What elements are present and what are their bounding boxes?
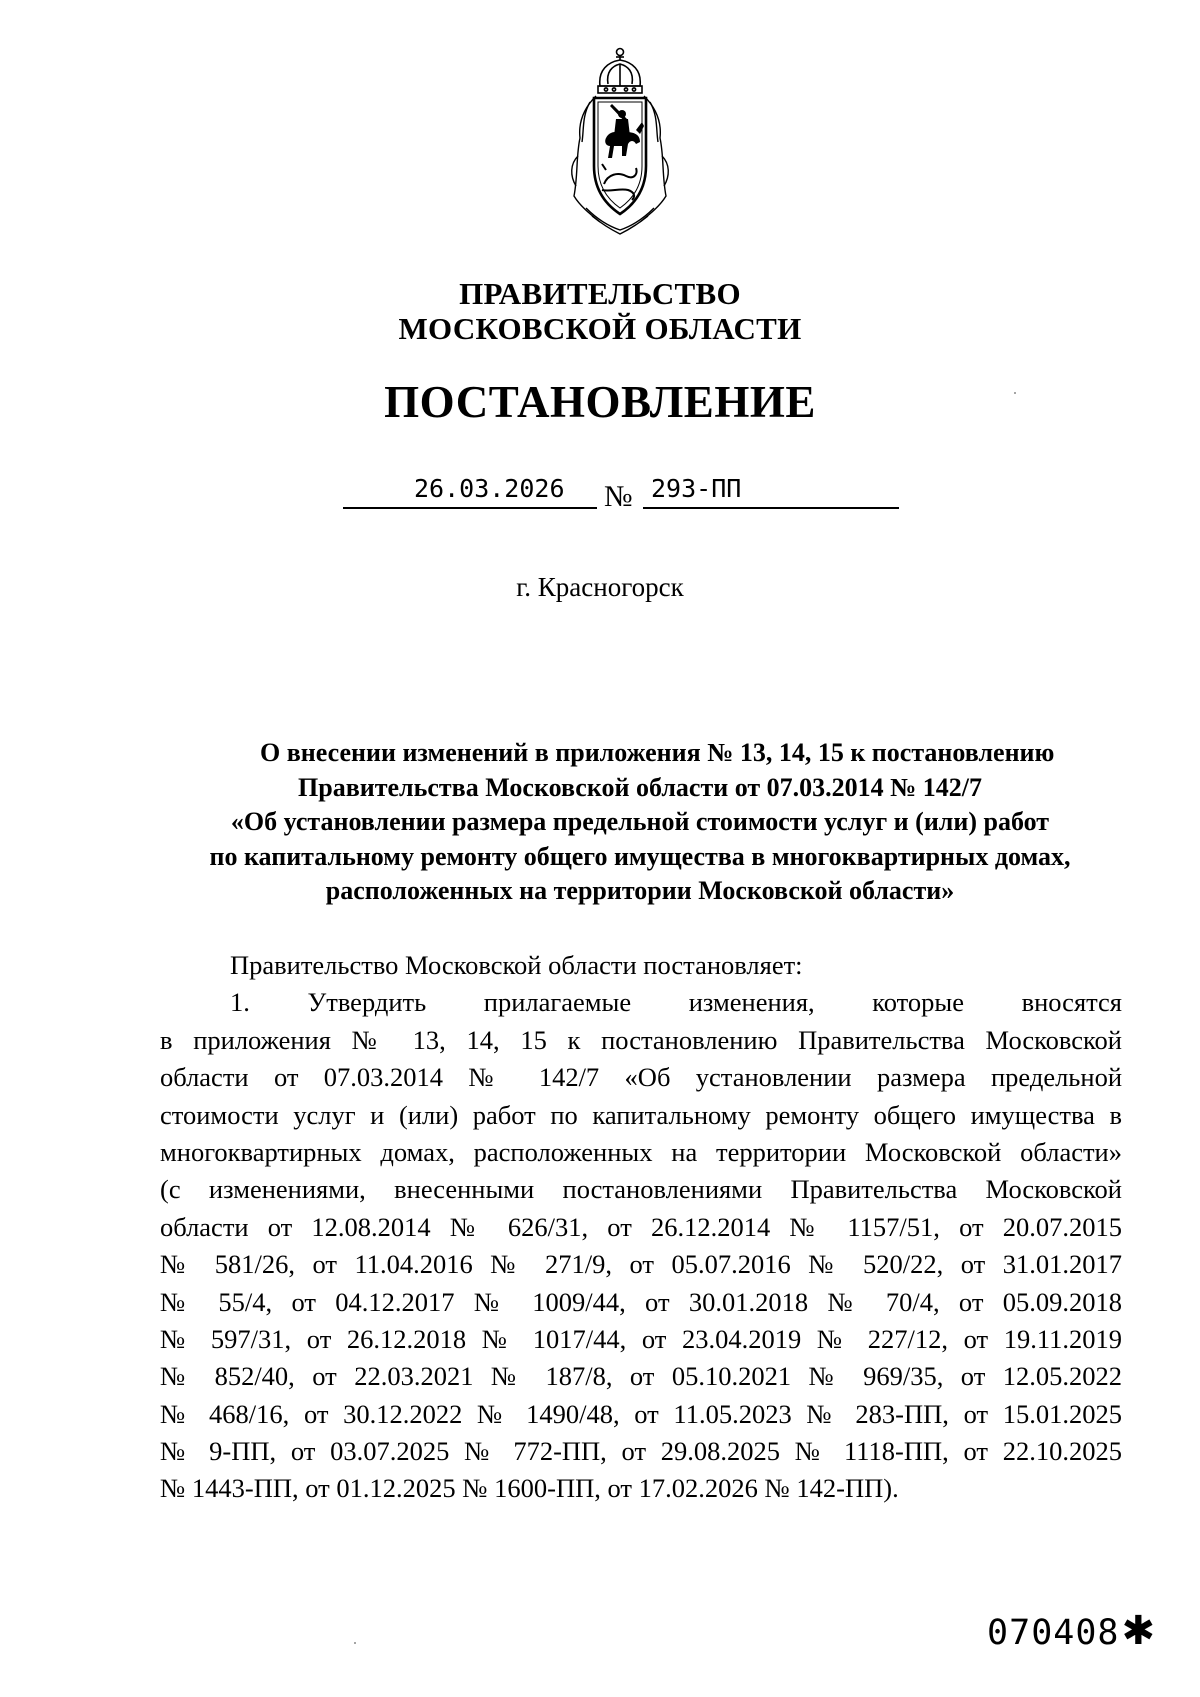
body-line: многоквартирных домах, расположенных на территории Московской области» [160, 1136, 1122, 1167]
body-line: 1. Утвердить прилагаемые изменения, которые вносятся [230, 987, 1122, 1018]
document-serial-number [987, 1608, 1156, 1654]
subject-line: по капитальному ремонту общего имущества в многоквартирных домах, [209, 841, 1071, 871]
body-line: в приложения № 13, 14, 15 к постановлению Правительства Московской [160, 1024, 1122, 1055]
government-name-line-2: МОСКОВСКОЙ ОБЛАСТИ [398, 311, 802, 346]
subject-line: расположенных на территории Московской области» [325, 876, 955, 906]
body-line: области от 07.03.2014 № 142/7 «Об установлении размера предельной [160, 1062, 1122, 1093]
body-line: № 597/31, от 26.12.2018 № 1017/44, от 23.04.2019 № 227/12, от 19.11.2019 [160, 1323, 1122, 1354]
serial-digits: 070408 [987, 1613, 1120, 1653]
government-name-line-1: ПРАВИТЕЛЬСТВО [459, 276, 741, 311]
decree-body [160, 947, 1122, 1508]
coat-of-arms-icon [556, 46, 684, 236]
date-underline [343, 507, 597, 509]
scan-speck [1014, 392, 1016, 394]
subject-line: О внесении изменений в приложения № 13, 14, 15 к постановлению [260, 738, 1055, 767]
subject-line: Правительства Московской области от 07.03.2014 № 142/7 [298, 772, 982, 802]
body-line: области от 12.08.2014 № 626/31, от 26.12.2014 № 1157/51, от 20.07.2015 [160, 1211, 1122, 1242]
body-line: № 468/16, от 30.12.2022 № 1490/48, от 11.05.2023 № 283-ПП, от 15.01.2025 [160, 1398, 1122, 1429]
decree-number: 293-ПП [651, 474, 742, 503]
body-line: № 55/4, от 04.12.2017 № 1009/44, от 30.01.2018 № 70/4, от 05.09.2018 [160, 1286, 1122, 1317]
body-line: стоимости услуг и (или) работ по капитальному ремонту общего имущества в [160, 1099, 1122, 1130]
asterisk-mark-icon: ✱ [1121, 1608, 1156, 1654]
document-type-title: ПОСТАНОВЛЕНИЕ [384, 377, 816, 427]
number-sign: № [604, 480, 633, 513]
decree-date: 26.03.2026 [414, 474, 565, 503]
scan-speck [354, 1642, 356, 1644]
number-underline [643, 507, 899, 509]
city-name: г. Красногорск [516, 572, 684, 602]
body-last-line: № 1443-ПП, от 01.12.2025 № 1600-ПП, от 17.02.2026 № 142-ПП). [160, 1473, 899, 1504]
body-line: № 581/26, от 11.04.2016 № 271/9, от 05.07.2016 № 520/22, от 31.01.2017 [160, 1249, 1122, 1280]
subject-line: «Об установлении размера предельной стоимости услуг и (или) работ [230, 807, 1050, 837]
body-line: № 852/40, от 22.03.2021 № 187/8, от 05.10.2021 № 969/35, от 12.05.2022 [160, 1361, 1122, 1392]
decree-subject [160, 736, 1120, 909]
body-intro-line: Правительство Московской области постановляет: [230, 950, 803, 980]
body-line: № 9-ПП, от 03.07.2025 № 772-ПП, от 29.08.2025 № 1118-ПП, от 22.10.2025 [160, 1436, 1122, 1467]
body-line: (с изменениями, внесенными постановлениями Правительства Московской [160, 1174, 1122, 1205]
